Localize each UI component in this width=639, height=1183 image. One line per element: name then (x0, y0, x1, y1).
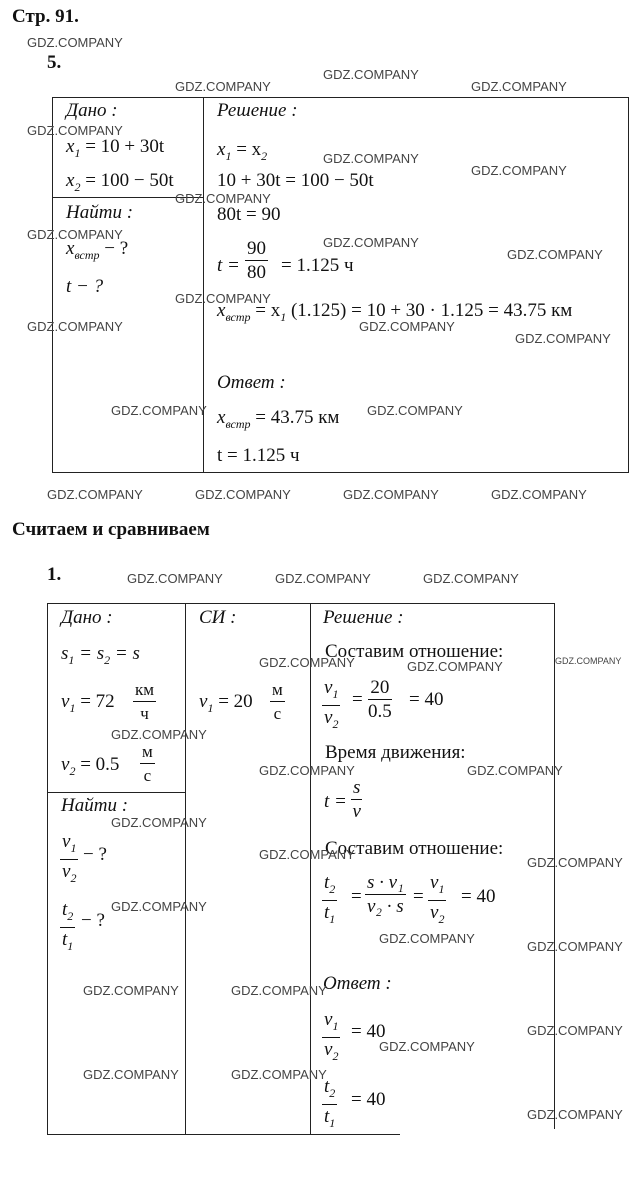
p5-given-x1: $x_1 = 10 + 30t$ (66, 136, 165, 160)
problem-5-number: 5. (47, 52, 62, 73)
watermark: GDZ.COMPANY (407, 659, 503, 674)
watermark: GDZ.COMPANY (359, 319, 455, 334)
watermark: GDZ.COMPANY (175, 291, 271, 306)
p1-sol-text1: Составим отношение: (325, 641, 504, 662)
p1-reshenie-label: Решение : (323, 607, 404, 628)
p1-find-ratio-v-tail: − ? (83, 844, 107, 865)
p1-najti-label: Найти : (61, 795, 129, 816)
watermark: GDZ.COMPANY (27, 35, 123, 50)
p1-answer-ratio-v: $\frac{v_1}{v_2}$ (324, 1009, 339, 1063)
p5-find-xvstr: $x_{встр}$ − ? (66, 238, 129, 262)
p1-given-v1-unit: км ч (135, 680, 155, 723)
p5-otvet-label: Ответ : (217, 372, 286, 393)
p1-sol-t-left: t = (324, 791, 347, 812)
p1-given-v2-unit: м с (142, 742, 153, 785)
watermark: GDZ.COMPANY (259, 655, 355, 670)
p5-find-t: t − ? (66, 276, 104, 297)
p5-answer-t: t = 1.125 ч (217, 445, 300, 466)
p1-sol-ratio-v: $\frac{v_1}{v_2}$ (324, 677, 339, 731)
p1-si-v1: $v_1 = 20$ (199, 691, 253, 715)
p1-sol-r3-result: = 40 (461, 886, 496, 907)
watermark: GDZ.COMPANY (175, 79, 271, 94)
watermark: GDZ.COMPANY (527, 1107, 623, 1122)
watermark: GDZ.COMPANY (259, 763, 355, 778)
watermark: GDZ.COMPANY (343, 487, 439, 502)
p1-sol-r1-fraction: $\frac{20}{0.5}$ (368, 677, 392, 722)
watermark: GDZ.COMPANY (527, 855, 623, 870)
p1-sol-text2: Время движения: (325, 742, 466, 763)
watermark: GDZ.COMPANY (275, 571, 371, 586)
watermark: GDZ.COMPANY (323, 235, 419, 250)
p1-dano-label: Дано : (61, 607, 113, 628)
p1-sol-ratio-t: $\frac{t_2}{t_1}$ (324, 872, 336, 926)
p5-step4-fraction: $\frac{90}{80}$ (247, 238, 266, 283)
p1-given-v2: $v_2 = 0.5$ (61, 754, 120, 778)
p5-given-x2: $x_2 = 100 - 50t$ (66, 170, 174, 194)
watermark: GDZ.COMPANY (111, 727, 207, 742)
watermark: GDZ.COMPANY (83, 1067, 179, 1082)
p1-find-ratio-t-tail: − ? (81, 910, 105, 931)
watermark: GDZ.COMPANY (127, 571, 223, 586)
p1-given-v1: $v_1 = 72$ (61, 691, 115, 715)
p1-sol-r1-result: = 40 (409, 689, 444, 710)
problem-1-number: 1. (47, 564, 62, 585)
watermark: GDZ.COMPANY (83, 983, 179, 998)
watermark: GDZ.COMPANY (111, 815, 207, 830)
watermark: GDZ.COMPANY (491, 487, 587, 502)
p5-najti-label: Найти : (66, 202, 134, 223)
p1-sol-r1-eq: = (352, 689, 363, 710)
p1-sol-r3-fraction2: $\frac{v_1}{v_2}$ (430, 872, 445, 926)
p1-find-ratio-t: $\frac{t_2}{t_1}$ (62, 899, 74, 953)
p5-answer-xvstr: $x_{встр} = 43.75$ км (217, 407, 340, 431)
watermark: GDZ.COMPANY (47, 487, 143, 502)
p5-reshenie-label: Решение : (217, 100, 298, 121)
watermark: GDZ.COMPANY (555, 656, 622, 666)
watermark: GDZ.COMPANY (323, 151, 419, 166)
p1-sol-r3-fraction: $\frac{\text{s · v₁}}{\text{v₂ · s}}$ (367, 872, 404, 917)
watermark: GDZ.COMPANY (367, 403, 463, 418)
p1-given-s: $s_1 = s_2 = s$ (61, 643, 140, 667)
p1-sol-r3-eq1: = (351, 886, 362, 907)
watermark: GDZ.COMPANY (27, 319, 123, 334)
watermark: GDZ.COMPANY (27, 227, 123, 242)
p1-si-v1-unit: м с (272, 680, 283, 723)
watermark: GDZ.COMPANY (507, 247, 603, 262)
watermark: GDZ.COMPANY (471, 79, 567, 94)
p1-si-label: СИ : (199, 607, 237, 628)
watermark: GDZ.COMPANY (231, 983, 327, 998)
p1-sol-text3: Составим отношение: (325, 838, 504, 859)
p5-step2: 10 + 30t = 100 − 50t (217, 170, 374, 191)
section-title: Считаем и сравниваем (12, 519, 210, 540)
page-header: Стр. 91. (12, 6, 79, 27)
watermark: GDZ.COMPANY (111, 899, 207, 914)
watermark: GDZ.COMPANY (175, 191, 271, 206)
p5-dano-label: Дано : (66, 100, 118, 121)
p5-step5: $x_{встр} = x_1$ (1.125) = 10 + 30 · 1.125 = 43.75 км (217, 300, 573, 324)
watermark: GDZ.COMPANY (259, 847, 355, 862)
watermark: GDZ.COMPANY (231, 1067, 327, 1082)
watermark: GDZ.COMPANY (111, 403, 207, 418)
watermark: GDZ.COMPANY (379, 931, 475, 946)
p1-find-ratio-v: $\frac{v_1}{v_2}$ (62, 831, 77, 885)
watermark: GDZ.COMPANY (515, 331, 611, 346)
p5-step1: $x_1 = x_2$ (217, 139, 268, 163)
p5-step4-right: = 1.125 ч (281, 255, 354, 276)
p1-answer-t-result: = 40 (351, 1089, 386, 1110)
p1-sol-t-fraction: $\frac{s}{v}$ (352, 777, 361, 822)
watermark: GDZ.COMPANY (323, 67, 419, 82)
watermark: GDZ.COMPANY (423, 571, 519, 586)
p1-sol-r3-eq2: = (413, 886, 424, 907)
watermark: GDZ.COMPANY (467, 763, 563, 778)
p5-step3: 80t = 90 (217, 204, 281, 225)
watermark: GDZ.COMPANY (379, 1039, 475, 1054)
watermark: GDZ.COMPANY (471, 163, 567, 178)
p5-step4-left: t = (217, 255, 240, 276)
watermark: GDZ.COMPANY (195, 487, 291, 502)
p1-otvet-label: Ответ : (323, 973, 392, 994)
watermark: GDZ.COMPANY (527, 939, 623, 954)
p1-answer-ratio-t: $\frac{t_2}{t_1}$ (324, 1076, 336, 1130)
p1-answer-v-result: = 40 (351, 1021, 386, 1042)
watermark: GDZ.COMPANY (27, 123, 123, 138)
watermark: GDZ.COMPANY (527, 1023, 623, 1038)
